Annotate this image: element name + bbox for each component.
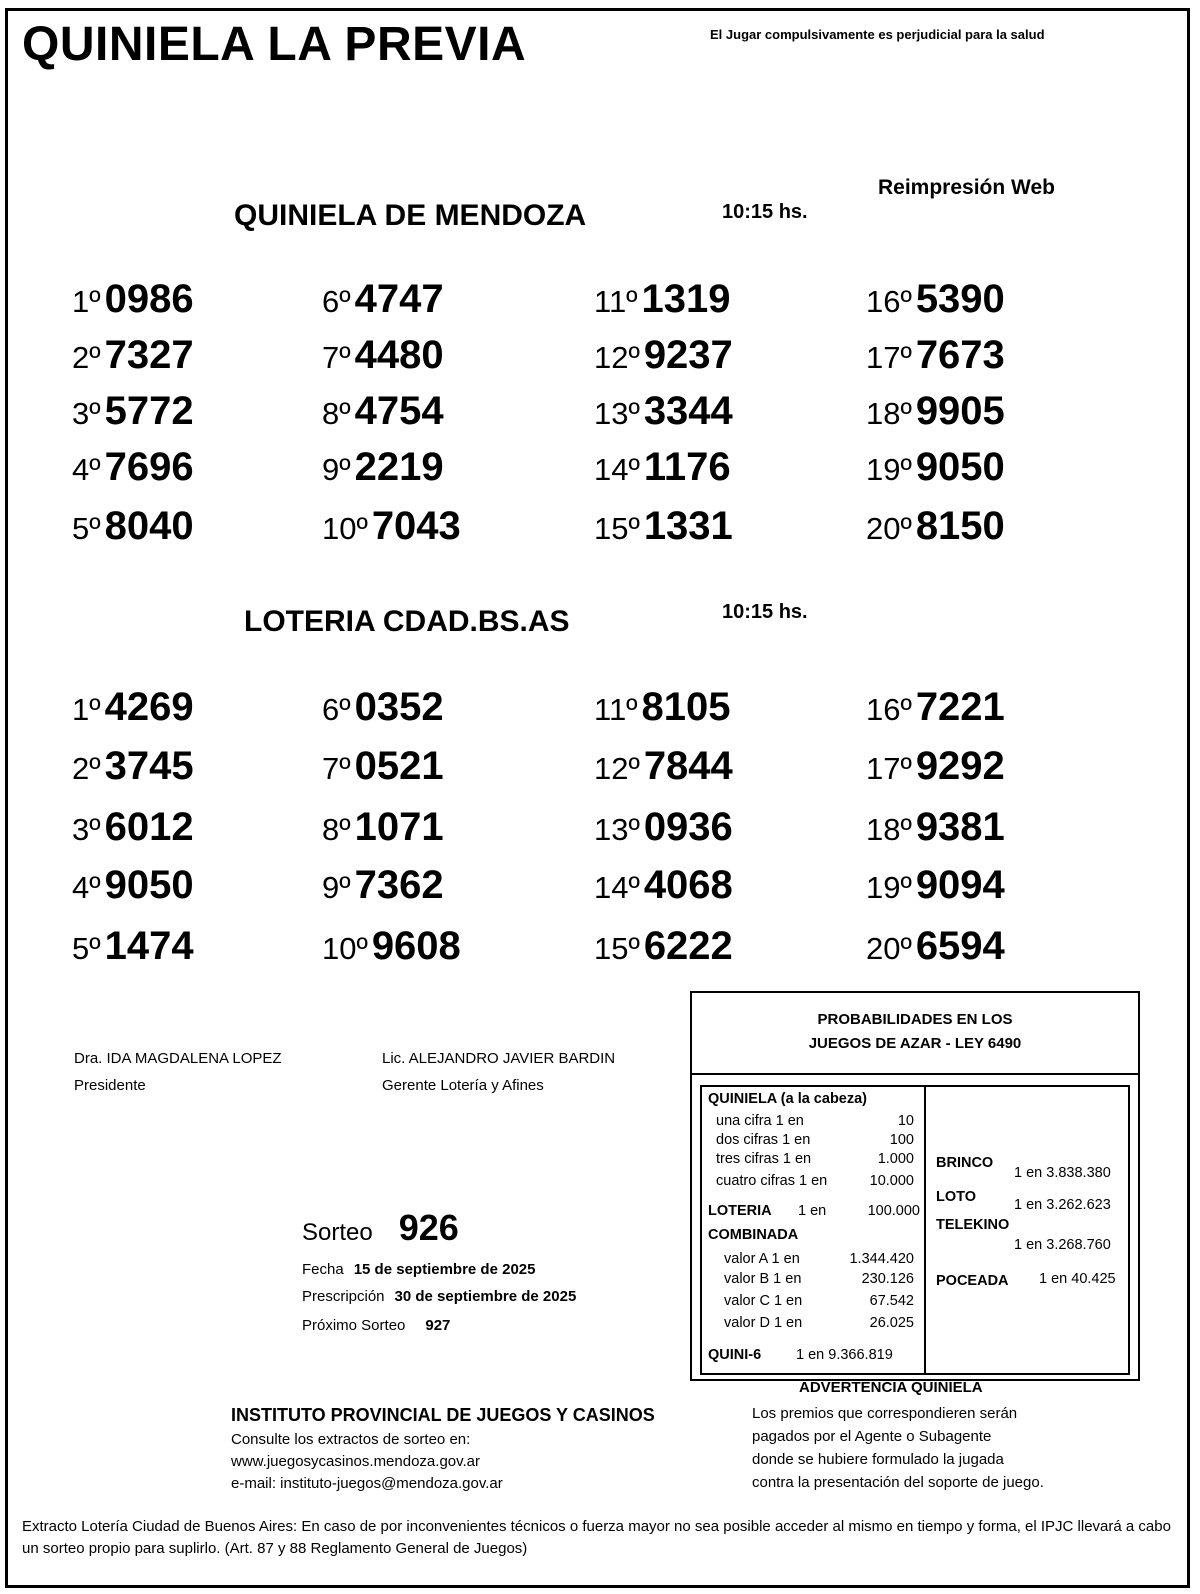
- result-position: 11º: [594, 284, 638, 319]
- result-position: 10º: [322, 511, 368, 546]
- result-number: 2219: [354, 445, 444, 489]
- prob-label: valor D 1 en: [724, 1315, 803, 1331]
- advertencia-line: contra la presentación del soporte de juego.: [752, 1474, 1044, 1491]
- result-item: [594, 744, 733, 789]
- result-item: [72, 389, 194, 434]
- institute-email: e-mail: instituto-juegos@mendoza.gov.ar: [231, 1475, 503, 1492]
- result-position: 16º: [866, 284, 912, 319]
- bsas-time: 10:15 hs.: [722, 601, 808, 623]
- result-number: 9237: [643, 333, 733, 377]
- result-position: 13º: [594, 812, 640, 847]
- quini6-prob-value: 1 en 9.366.819: [796, 1347, 893, 1363]
- bsas-title: LOTERIA CDAD.BS.AS: [244, 605, 570, 638]
- result-number: 6594: [915, 924, 1005, 968]
- result-item: [866, 924, 1005, 969]
- advertencia-title: ADVERTENCIA QUINIELA: [799, 1379, 983, 1396]
- result-item: [322, 445, 444, 490]
- result-number: 9050: [104, 863, 194, 907]
- institute-consult-text: Consulte los extractos de sorteo en:: [231, 1431, 471, 1448]
- result-number: 7362: [354, 863, 444, 907]
- gambling-warning: El Jugar compulsivamente es perjudicial para la salud: [710, 27, 1045, 42]
- result-item: [866, 389, 1005, 434]
- quini6-prob-label: QUINI-6: [708, 1347, 762, 1363]
- result-number: 9381: [915, 805, 1005, 849]
- fecha-row: [302, 1261, 535, 1278]
- reprint-label: Reimpresión Web: [878, 176, 1055, 199]
- result-item: [866, 863, 1005, 908]
- prob-value: 67.542: [869, 1293, 914, 1309]
- result-position: 3º: [72, 396, 101, 431]
- result-item: [72, 805, 194, 850]
- prob-value: 10.000: [869, 1173, 914, 1189]
- result-position: 16º: [866, 692, 912, 727]
- result-position: 4º: [72, 870, 101, 905]
- result-position: 9º: [322, 870, 351, 905]
- sorteo-label: Sorteo: [302, 1219, 373, 1246]
- result-position: 12º: [594, 340, 640, 375]
- result-position: 10º: [322, 931, 368, 966]
- result-number: 9292: [915, 744, 1005, 788]
- result-position: 18º: [866, 812, 912, 847]
- result-position: 9º: [322, 452, 351, 487]
- result-item: [866, 805, 1005, 850]
- fecha-value: 15 de septiembre de 2025: [353, 1261, 536, 1278]
- results-sheet: [5, 8, 1190, 1588]
- quiniela-prob-title: QUINIELA (a la cabeza): [708, 1091, 868, 1107]
- prob-label: valor C 1 en: [724, 1293, 803, 1309]
- result-number: 0521: [354, 744, 444, 788]
- result-position: 11º: [594, 692, 638, 727]
- result-item: [72, 685, 194, 730]
- prob-label: tres cifras 1 en: [716, 1151, 812, 1167]
- result-number: 7221: [915, 685, 1005, 729]
- result-number: 1176: [643, 445, 731, 489]
- result-position: 12º: [594, 751, 640, 786]
- result-item: [594, 924, 733, 969]
- result-item: [322, 863, 444, 908]
- result-number: 7696: [104, 445, 194, 489]
- result-item: [594, 333, 733, 378]
- result-number: 0986: [104, 277, 194, 321]
- result-item: [866, 504, 1005, 549]
- advertencia-line: pagados por el Agente o Subagente: [752, 1428, 992, 1445]
- result-position: 15º: [594, 511, 640, 546]
- result-number: 8150: [915, 504, 1005, 548]
- result-position: 3º: [72, 812, 101, 847]
- probabilities-box: [690, 991, 1140, 1381]
- prob-label: cuatro cifras 1 en: [716, 1173, 828, 1189]
- result-number: 7673: [915, 333, 1005, 377]
- loteria-prob-odds: 1 en: [798, 1203, 827, 1219]
- result-number: 9905: [915, 389, 1005, 433]
- result-item: [72, 277, 194, 322]
- result-item: [322, 389, 444, 434]
- probabilities-title-line2: JUEGOS DE AZAR - LEY 6490: [808, 1035, 1022, 1052]
- telekino-prob-value: 1 en 3.268.760: [1014, 1237, 1111, 1253]
- result-position: 14º: [594, 870, 640, 905]
- result-number: 5390: [915, 277, 1005, 321]
- result-position: 17º: [866, 751, 912, 786]
- result-item: [72, 333, 194, 378]
- probabilities-header: [692, 993, 1138, 1075]
- result-item: [72, 504, 194, 549]
- result-position: 7º: [322, 340, 351, 375]
- result-number: 4480: [354, 333, 444, 377]
- prob-label: una cifra 1 en: [716, 1113, 804, 1129]
- probabilities-table: [700, 1085, 1130, 1375]
- prob-label: valor B 1 en: [724, 1271, 802, 1287]
- prob-label: dos cifras 1 en: [716, 1132, 811, 1148]
- poceada-prob-label: POCEADA: [936, 1273, 1009, 1289]
- result-item: [866, 333, 1005, 378]
- result-number: 4068: [643, 863, 733, 907]
- mendoza-time: 10:15 hs.: [722, 201, 808, 223]
- result-position: 8º: [322, 812, 351, 847]
- result-item: [594, 685, 731, 730]
- result-item: [322, 805, 444, 850]
- probabilities-title-line1: PROBABILIDADES EN LOS: [817, 1011, 1013, 1028]
- result-number: 9608: [371, 924, 461, 968]
- result-item: [322, 333, 444, 378]
- result-number: 1474: [104, 924, 194, 968]
- result-number: 6012: [104, 805, 194, 849]
- prob-value: 26.025: [869, 1315, 914, 1331]
- result-number: 7844: [643, 744, 733, 788]
- loteria-prob-label: LOTERIA: [708, 1203, 772, 1219]
- prob-value: 100: [889, 1132, 914, 1148]
- brinco-prob-value: 1 en 3.838.380: [1014, 1165, 1111, 1181]
- prob-label: valor A 1 en: [724, 1251, 800, 1267]
- result-number: 1071: [354, 805, 444, 849]
- result-item: [594, 389, 733, 434]
- advertencia-text: [752, 1402, 1044, 1494]
- result-item: [866, 445, 1005, 490]
- advertencia-line: donde se hubiere formulado la jugada: [752, 1451, 1004, 1468]
- result-position: 7º: [322, 751, 351, 786]
- result-position: 20º: [866, 511, 912, 546]
- loto-prob-label: LOTO: [936, 1189, 977, 1205]
- result-number: 1331: [643, 504, 733, 548]
- result-number: 3344: [643, 389, 733, 433]
- institute-website: www.juegosycasinos.mendoza.gov.ar: [231, 1453, 481, 1470]
- result-position: 4º: [72, 452, 101, 487]
- result-position: 5º: [72, 511, 101, 546]
- result-number: 7043: [371, 504, 461, 548]
- result-item: [594, 863, 733, 908]
- poceada-prob-value: 1 en 40.425: [1039, 1271, 1116, 1287]
- result-position: 2º: [72, 751, 101, 786]
- result-position: 2º: [72, 340, 101, 375]
- result-item: [866, 685, 1005, 730]
- prescripcion-value: 30 de septiembre de 2025: [394, 1288, 577, 1305]
- result-number: 8105: [641, 685, 731, 729]
- result-item: [322, 924, 461, 969]
- prob-value: 1.344.420: [849, 1251, 914, 1267]
- advertencia-line: Los premios que correspondieren serán: [752, 1405, 1018, 1422]
- mendoza-title: QUINIELA DE MENDOZA: [234, 199, 587, 232]
- brinco-prob-label: BRINCO: [936, 1155, 994, 1171]
- proximo-label: Próximo Sorteo: [302, 1317, 406, 1334]
- combinada-prob-title: COMBINADA: [708, 1227, 799, 1243]
- prescripcion-label: Prescripción: [302, 1288, 385, 1305]
- proximo-row: [302, 1317, 450, 1334]
- fecha-label: Fecha: [302, 1261, 344, 1278]
- result-item: [322, 685, 444, 730]
- result-position: 20º: [866, 931, 912, 966]
- result-position: 1º: [72, 692, 101, 727]
- result-position: 8º: [322, 396, 351, 431]
- telekino-prob-label: TELEKINO: [936, 1217, 1010, 1233]
- result-number: 1319: [641, 277, 731, 321]
- result-item: [72, 744, 194, 789]
- result-number: 0352: [354, 685, 444, 729]
- result-position: 19º: [866, 870, 912, 905]
- page-title: QUINIELA LA PREVIA: [22, 18, 527, 71]
- result-item: [594, 504, 733, 549]
- result-number: 7327: [104, 333, 194, 377]
- result-number: 0936: [643, 805, 733, 849]
- result-position: 1º: [72, 284, 101, 319]
- result-item: [322, 277, 444, 322]
- prob-value: 10: [897, 1113, 914, 1129]
- proximo-value: 927: [425, 1317, 451, 1334]
- result-position: 6º: [322, 284, 351, 319]
- institute-name: INSTITUTO PROVINCIAL DE JUEGOS Y CASINOS: [231, 1405, 655, 1425]
- result-item: [594, 445, 731, 490]
- result-position: 13º: [594, 396, 640, 431]
- result-number: 4754: [354, 389, 444, 433]
- result-item: [866, 744, 1005, 789]
- result-position: 6º: [322, 692, 351, 727]
- result-number: 4269: [104, 685, 194, 729]
- signature-name: Dra. IDA MAGDALENA LOPEZ: [74, 1050, 282, 1067]
- loteria-prob-value: 100.000: [867, 1203, 920, 1219]
- result-item: [322, 504, 461, 549]
- result-position: 19º: [866, 452, 912, 487]
- result-number: 3745: [104, 744, 194, 788]
- result-number: 6222: [643, 924, 733, 968]
- result-item: [72, 445, 194, 490]
- signature-name: Lic. ALEJANDRO JAVIER BARDIN: [382, 1050, 616, 1067]
- result-number: 4747: [354, 277, 444, 321]
- result-item: [72, 863, 194, 908]
- result-item: [72, 924, 194, 969]
- result-number: 8040: [104, 504, 194, 548]
- institute-contact: [231, 1429, 503, 1495]
- result-number: 9094: [915, 863, 1005, 907]
- result-item: [866, 277, 1005, 322]
- signature-manager: [382, 1045, 615, 1099]
- result-position: 15º: [594, 931, 640, 966]
- result-position: 14º: [594, 452, 640, 487]
- signature-president: [74, 1045, 282, 1099]
- sorteo-row: [302, 1207, 459, 1249]
- prescripcion-row: [302, 1288, 576, 1305]
- prob-value: 1.000: [877, 1151, 914, 1167]
- column-divider: [924, 1087, 926, 1373]
- result-position: 18º: [866, 396, 912, 431]
- result-item: [322, 744, 444, 789]
- result-position: 5º: [72, 931, 101, 966]
- loto-prob-value: 1 en 3.262.623: [1014, 1197, 1111, 1213]
- signature-role: Presidente: [74, 1077, 146, 1094]
- result-item: [594, 805, 733, 850]
- prob-value: 230.126: [861, 1271, 914, 1287]
- result-position: 17º: [866, 340, 912, 375]
- sorteo-number: 926: [398, 1207, 459, 1248]
- result-number: 5772: [104, 389, 194, 433]
- footer-note: Extracto Lotería Ciudad de Buenos Aires: En caso de por inconvenientes técnicos o fuerza mayor no sea posible acceder al mismo en tiempo y forma, el IPJC llevará a cabo un sorteo propio para suplirlo. (Art. 87 y 88 Reglamento General de Juegos): [22, 1518, 1171, 1557]
- result-item: [594, 277, 731, 322]
- signature-role: Gerente Lotería y Afines: [382, 1077, 544, 1094]
- result-number: 9050: [915, 445, 1005, 489]
